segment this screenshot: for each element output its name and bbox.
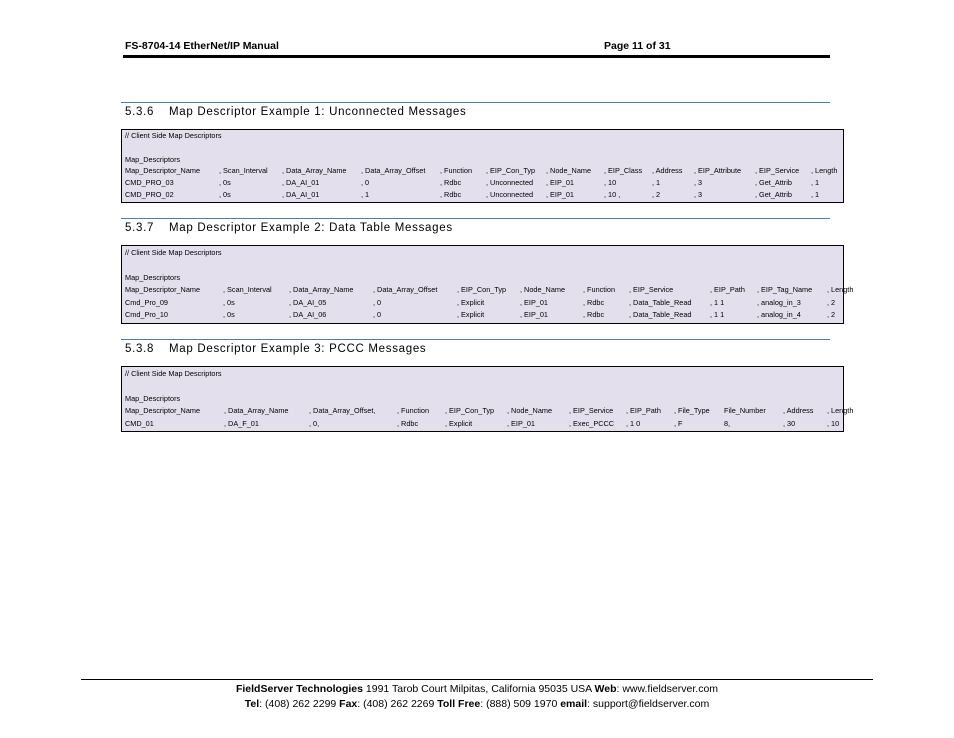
table-cell: , F [674, 419, 683, 428]
table-cell: , 1 [811, 190, 820, 199]
column-header: , EIP_Tag_Name [757, 285, 813, 294]
table-cell: , DA_AI_01 [282, 178, 320, 187]
config-box-unconnected [121, 129, 844, 203]
table-cell: , DA_AI_05 [289, 298, 327, 307]
config-box-pccc [121, 366, 854, 432]
table-cell: , 3 [694, 190, 703, 199]
table-cell: , 0, [309, 419, 320, 428]
table-cell: , 10 , [604, 190, 621, 199]
table-cell: , 1 [652, 178, 661, 187]
company-name: FieldServer Technologies [235, 683, 363, 695]
table-cell: , 1 0 [626, 419, 641, 428]
column-header: File_Number [724, 406, 766, 415]
table-cell: , 0 [373, 310, 382, 319]
section-heading-5-3-8 [121, 339, 830, 358]
column-header: Map_Descriptor_Name [125, 285, 201, 294]
table-cell: Cmd_Pro_10 [125, 310, 168, 319]
table-cell: , Exec_PCCC [569, 419, 615, 428]
column-header: , Scan_Interval [219, 166, 268, 175]
company-address: 1991 Tarob Court Milpitas, California 95035 USA [362, 683, 595, 695]
email-label: email [560, 698, 588, 710]
document-title: FS-8704-14 EtherNet/IP Manual [125, 40, 279, 52]
web-value: : www.fieldserver.com [616, 683, 719, 695]
config-box-data-table [121, 245, 854, 324]
table-cell: CMD_01 [125, 419, 154, 428]
table-cell: , DA_AI_06 [289, 310, 327, 319]
table-cell: , analog_in_3 [757, 298, 801, 307]
table-cell: , Data_Table_Read [629, 310, 692, 319]
table-cell: , Rdbc [583, 310, 605, 319]
column-header: , Node_Name [520, 285, 566, 294]
table-cell: , Unconnected [486, 190, 534, 199]
table-cell: , 2 [827, 298, 836, 307]
column-header: , Function [397, 406, 430, 415]
section-title: Map Descriptor Example 3: PCCC Messages [169, 343, 427, 355]
column-header: , File_Type [674, 406, 710, 415]
table-cell: , Rdbc [440, 178, 462, 187]
table-cell: , EIP_01 [546, 178, 574, 187]
config-label: Map_Descriptors [125, 155, 181, 164]
config-comment: // Client Side Map Descriptors [125, 131, 222, 140]
table-cell: , 2 [652, 190, 661, 199]
column-header: , Data_Array_Name [289, 285, 354, 294]
column-header: , Scan_Interval [223, 285, 272, 294]
section-number: 5.3.8 [125, 343, 155, 355]
column-header: , Node_Name [546, 166, 592, 175]
table-cell: , Get_Attrib [755, 190, 792, 199]
table-cell: , DA_F_01 [224, 419, 259, 428]
column-header: , EIP_Con_Typ [486, 166, 536, 175]
table-cell: , 0 [361, 178, 370, 187]
column-header: , Data_Array_Name [224, 406, 289, 415]
table-cell: , DA_AI_01 [282, 190, 320, 199]
footer-line-2 [0, 698, 954, 710]
column-header: Map_Descriptor_Name [125, 166, 201, 175]
table-cell: , EIP_01 [546, 190, 574, 199]
tel-value: : (408) 262 2299 [259, 698, 340, 710]
table-cell: , 3 [694, 178, 703, 187]
header-rule [123, 55, 830, 58]
table-cell: , Rdbc [397, 419, 419, 428]
page-number: Page 11 of 31 [604, 40, 671, 52]
column-header: , EIP_Con_Typ [457, 285, 507, 294]
table-cell: , Rdbc [583, 298, 605, 307]
toll-free-label: Toll Free [437, 698, 481, 710]
table-cell: , 30 [783, 419, 796, 428]
column-header: , Length [827, 406, 854, 415]
column-header: , Data_Array_Offset, [309, 406, 376, 415]
column-header: , Address [652, 166, 683, 175]
table-cell: , 0s [219, 178, 231, 187]
column-header: , Function [440, 166, 473, 175]
table-cell: , 0s [219, 190, 231, 199]
column-header: Map_Descriptor_Name [125, 406, 201, 415]
table-cell: , 1 [811, 178, 820, 187]
table-cell: 8, [724, 419, 731, 428]
column-header: , Address [783, 406, 814, 415]
section-title: Map Descriptor Example 2: Data Table Messages [169, 222, 453, 234]
fax-value: : (408) 262 2269 [357, 698, 438, 710]
footer-line-1 [0, 683, 954, 695]
table-cell: , Explicit [457, 310, 485, 319]
column-header: , EIP_Path [626, 406, 661, 415]
toll-free-value: : (888) 509 1970 [480, 698, 561, 710]
table-cell: , Unconnected [486, 178, 534, 187]
section-number: 5.3.7 [125, 222, 155, 234]
table-cell: , Rdbc [440, 190, 462, 199]
column-header: , EIP_Service [629, 285, 674, 294]
column-header: , Data_Array_Offset [373, 285, 438, 294]
web-label: Web [594, 683, 617, 695]
table-cell: CMD_PRO_03 [125, 178, 174, 187]
column-header: , EIP_Service [569, 406, 614, 415]
column-header: , Length [811, 166, 838, 175]
tel-label: Tel [244, 698, 260, 710]
column-header: , Data_Array_Name [282, 166, 347, 175]
config-comment: // Client Side Map Descriptors [125, 248, 222, 257]
table-cell: Cmd_Pro_09 [125, 298, 168, 307]
column-header: , EIP_Con_Typ [445, 406, 495, 415]
column-header: , EIP_Attribute [694, 166, 742, 175]
column-header: , EIP_Path [710, 285, 745, 294]
table-cell: , EIP_01 [507, 419, 535, 428]
column-header: , EIP_Class [604, 166, 643, 175]
section-heading-5-3-6 [121, 102, 830, 121]
column-header: , Node_Name [507, 406, 553, 415]
table-cell: , 1 [361, 190, 370, 199]
config-label: Map_Descriptors [125, 394, 181, 403]
email-value: : support@fieldserver.com [587, 698, 710, 710]
table-cell: , 0s [223, 310, 235, 319]
table-cell: CMD_PRO_02 [125, 190, 174, 199]
footer-rule [81, 679, 873, 680]
table-cell: , Get_Attrib [755, 178, 792, 187]
table-cell: , Explicit [457, 298, 485, 307]
fax-label: Fax [339, 698, 358, 710]
section-heading-5-3-7 [121, 218, 830, 237]
config-label: Map_Descriptors [125, 273, 181, 282]
section-title: Map Descriptor Example 1: Unconnected Messages [169, 106, 467, 118]
table-cell: , EIP_01 [520, 298, 548, 307]
table-cell: , Explicit [445, 419, 473, 428]
table-cell: , 10 [604, 178, 617, 187]
table-cell: , Data_Table_Read [629, 298, 692, 307]
table-cell: , 10 [827, 419, 840, 428]
table-cell: , 2 [827, 310, 836, 319]
table-cell: , EIP_01 [520, 310, 548, 319]
table-cell: , analog_in_4 [757, 310, 801, 319]
table-cell: , 0 [373, 298, 382, 307]
table-cell: , 1 1 [710, 298, 725, 307]
column-header: , Length [827, 285, 854, 294]
table-cell: , 0s [223, 298, 235, 307]
table-cell: , 1 1 [710, 310, 725, 319]
config-comment: // Client Side Map Descriptors [125, 369, 222, 378]
column-header: , EIP_Service [755, 166, 800, 175]
column-header: , Function [583, 285, 616, 294]
section-number: 5.3.6 [125, 106, 155, 118]
column-header: , Data_Array_Offset [361, 166, 426, 175]
